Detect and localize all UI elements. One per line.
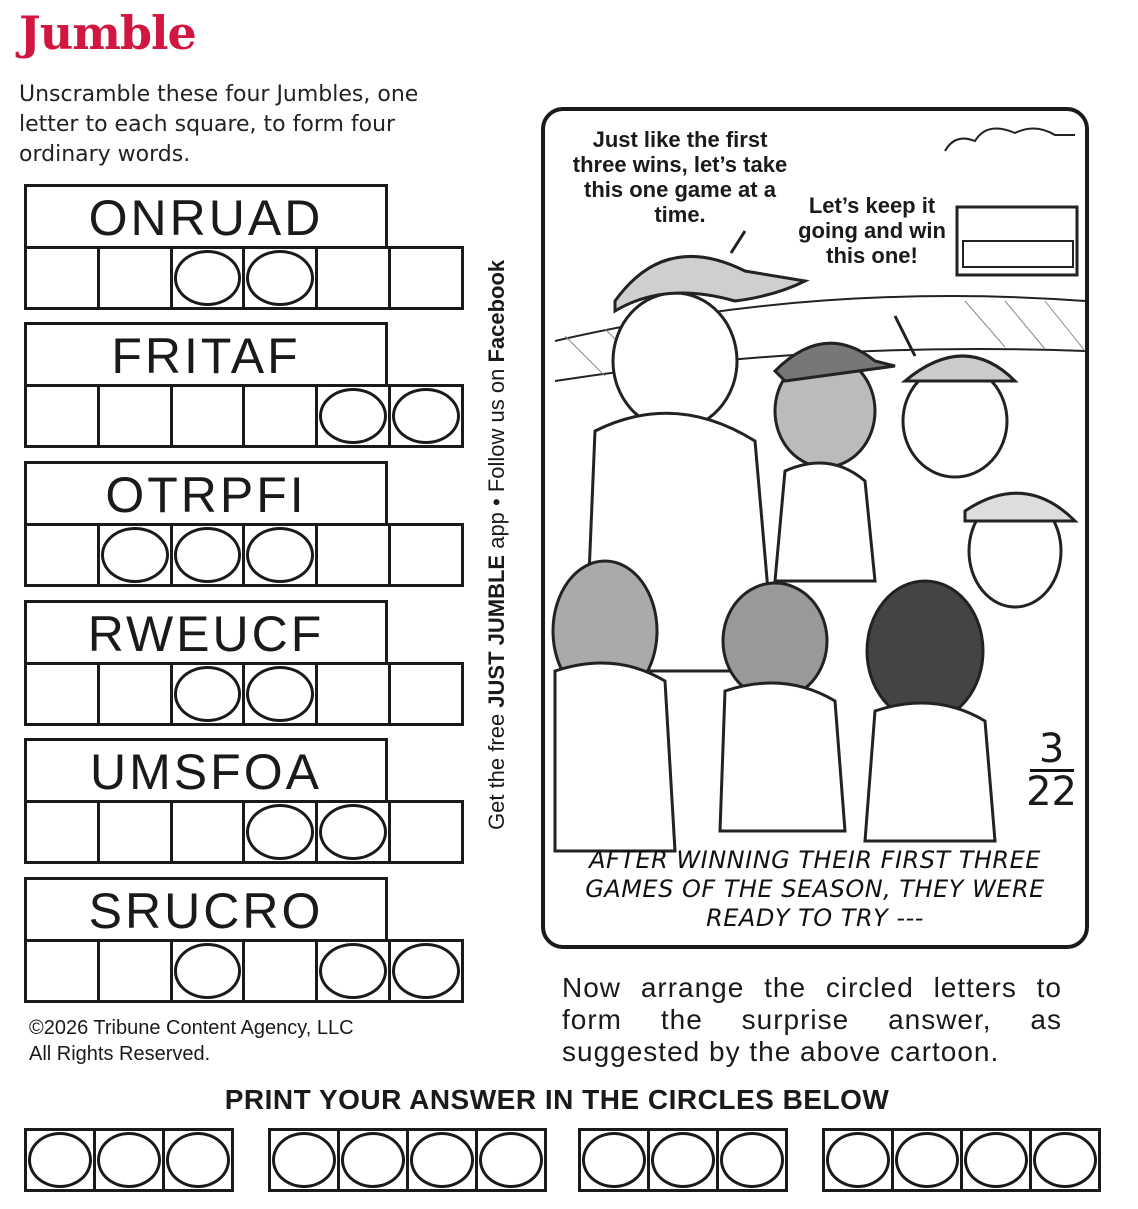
- cartoon-panel: [541, 107, 1089, 949]
- letter-square[interactable]: [173, 803, 246, 861]
- letter-square[interactable]: [391, 526, 461, 584]
- answer-circle[interactable]: [719, 1131, 785, 1189]
- letter-square[interactable]: [245, 387, 318, 445]
- answer-squares: [24, 384, 464, 448]
- promo-vertical-text: Get the free JUST JUMBLE app • Follow us on Facebook: [484, 259, 509, 830]
- scrambled-word: SRUCRO: [24, 877, 388, 939]
- answer-circle[interactable]: [96, 1131, 165, 1189]
- letter-square[interactable]: [27, 803, 100, 861]
- circled-letter-square[interactable]: [245, 249, 318, 307]
- letter-square[interactable]: [391, 803, 461, 861]
- jumble-puzzle: [24, 877, 464, 1003]
- letter-square[interactable]: [27, 249, 100, 307]
- answer-squares: [24, 246, 464, 310]
- letter-square[interactable]: [173, 387, 246, 445]
- arrange-instructions: Now arrange the circled letters to form the surprise answer, as suggested by the above cartoon.: [562, 972, 1062, 1067]
- circled-letter-square[interactable]: [318, 942, 391, 1000]
- scrambled-word: OTRPFI: [24, 461, 388, 523]
- circled-letter-square[interactable]: [318, 387, 391, 445]
- copyright: ©2026 Tribune Content Agency, LLC All Rights Reserved.: [29, 1017, 354, 1065]
- speech-bubble-coach: Just like the first three wins, let’s take this one game at a time.: [572, 127, 788, 227]
- circled-letter-square[interactable]: [245, 526, 318, 584]
- scrambled-word: ONRUAD: [24, 184, 388, 246]
- letter-square[interactable]: [245, 942, 318, 1000]
- speech-bubble-player: Let’s keep it going and win this one!: [798, 193, 946, 268]
- letter-square[interactable]: [27, 942, 100, 1000]
- cartoon-date: 3 22: [1026, 726, 1077, 815]
- scrambled-word: UMSFOA: [24, 738, 388, 800]
- letter-square[interactable]: [100, 387, 173, 445]
- letter-square[interactable]: [318, 249, 391, 307]
- circled-letter-square[interactable]: [100, 526, 173, 584]
- answer-word-group: [822, 1128, 1101, 1192]
- letter-square[interactable]: [391, 249, 461, 307]
- circled-letter-square[interactable]: [173, 526, 246, 584]
- circled-letter-square[interactable]: [318, 803, 391, 861]
- instructions-text: Unscramble these four Jumbles, one letter to each square, to form four ordinary words.: [19, 82, 419, 167]
- answer-circle[interactable]: [894, 1131, 963, 1189]
- circled-letter-square[interactable]: [391, 387, 461, 445]
- scrambled-word: RWEUCF: [24, 600, 388, 662]
- scrambled-word: FRITAF: [24, 322, 388, 384]
- jumble-puzzle: [24, 738, 464, 864]
- answer-circle[interactable]: [340, 1131, 409, 1189]
- answer-circle[interactable]: [650, 1131, 719, 1189]
- circled-letter-square[interactable]: [245, 665, 318, 723]
- answer-circle[interactable]: [165, 1131, 231, 1189]
- letter-square[interactable]: [318, 526, 391, 584]
- answer-circle[interactable]: [825, 1131, 894, 1189]
- answer-circle[interactable]: [27, 1131, 96, 1189]
- page-title: Jumble: [19, 6, 196, 60]
- jumble-puzzle: [24, 322, 464, 448]
- answer-circle[interactable]: [409, 1131, 478, 1189]
- jumble-puzzle: [24, 184, 464, 310]
- letter-square[interactable]: [391, 665, 461, 723]
- letter-square[interactable]: [100, 249, 173, 307]
- answer-circle[interactable]: [271, 1131, 340, 1189]
- answer-word-group: [268, 1128, 547, 1192]
- letter-square[interactable]: [27, 387, 100, 445]
- letter-square[interactable]: [100, 803, 173, 861]
- answer-squares: [24, 662, 464, 726]
- answer-word-group: [24, 1128, 234, 1192]
- cartoon-caption: AFTER WINNING THEIR FIRST THREE GAMES OF THE SEASON, THEY WERE READY TO TRY ---: [585, 846, 1045, 932]
- answer-squares: [24, 939, 464, 1003]
- letter-square[interactable]: [27, 665, 100, 723]
- answer-squares: [24, 523, 464, 587]
- letter-square[interactable]: [318, 665, 391, 723]
- answer-circle[interactable]: [963, 1131, 1032, 1189]
- answer-word-group: [578, 1128, 788, 1192]
- letter-square[interactable]: [100, 942, 173, 1000]
- circled-letter-square[interactable]: [173, 665, 246, 723]
- answer-circle[interactable]: [1032, 1131, 1098, 1189]
- letter-square[interactable]: [27, 526, 100, 584]
- circled-letter-square[interactable]: [245, 803, 318, 861]
- circled-letter-square[interactable]: [173, 249, 246, 307]
- answer-squares: [24, 800, 464, 864]
- jumble-puzzle: [24, 600, 464, 726]
- jumble-puzzle: [24, 461, 464, 587]
- circled-letter-square[interactable]: [173, 942, 246, 1000]
- circled-letter-square[interactable]: [391, 942, 461, 1000]
- answer-circle[interactable]: [581, 1131, 650, 1189]
- answer-heading: PRINT YOUR ANSWER IN THE CIRCLES BELOW: [224, 1084, 890, 1115]
- answer-circle[interactable]: [478, 1131, 544, 1189]
- letter-square[interactable]: [100, 665, 173, 723]
